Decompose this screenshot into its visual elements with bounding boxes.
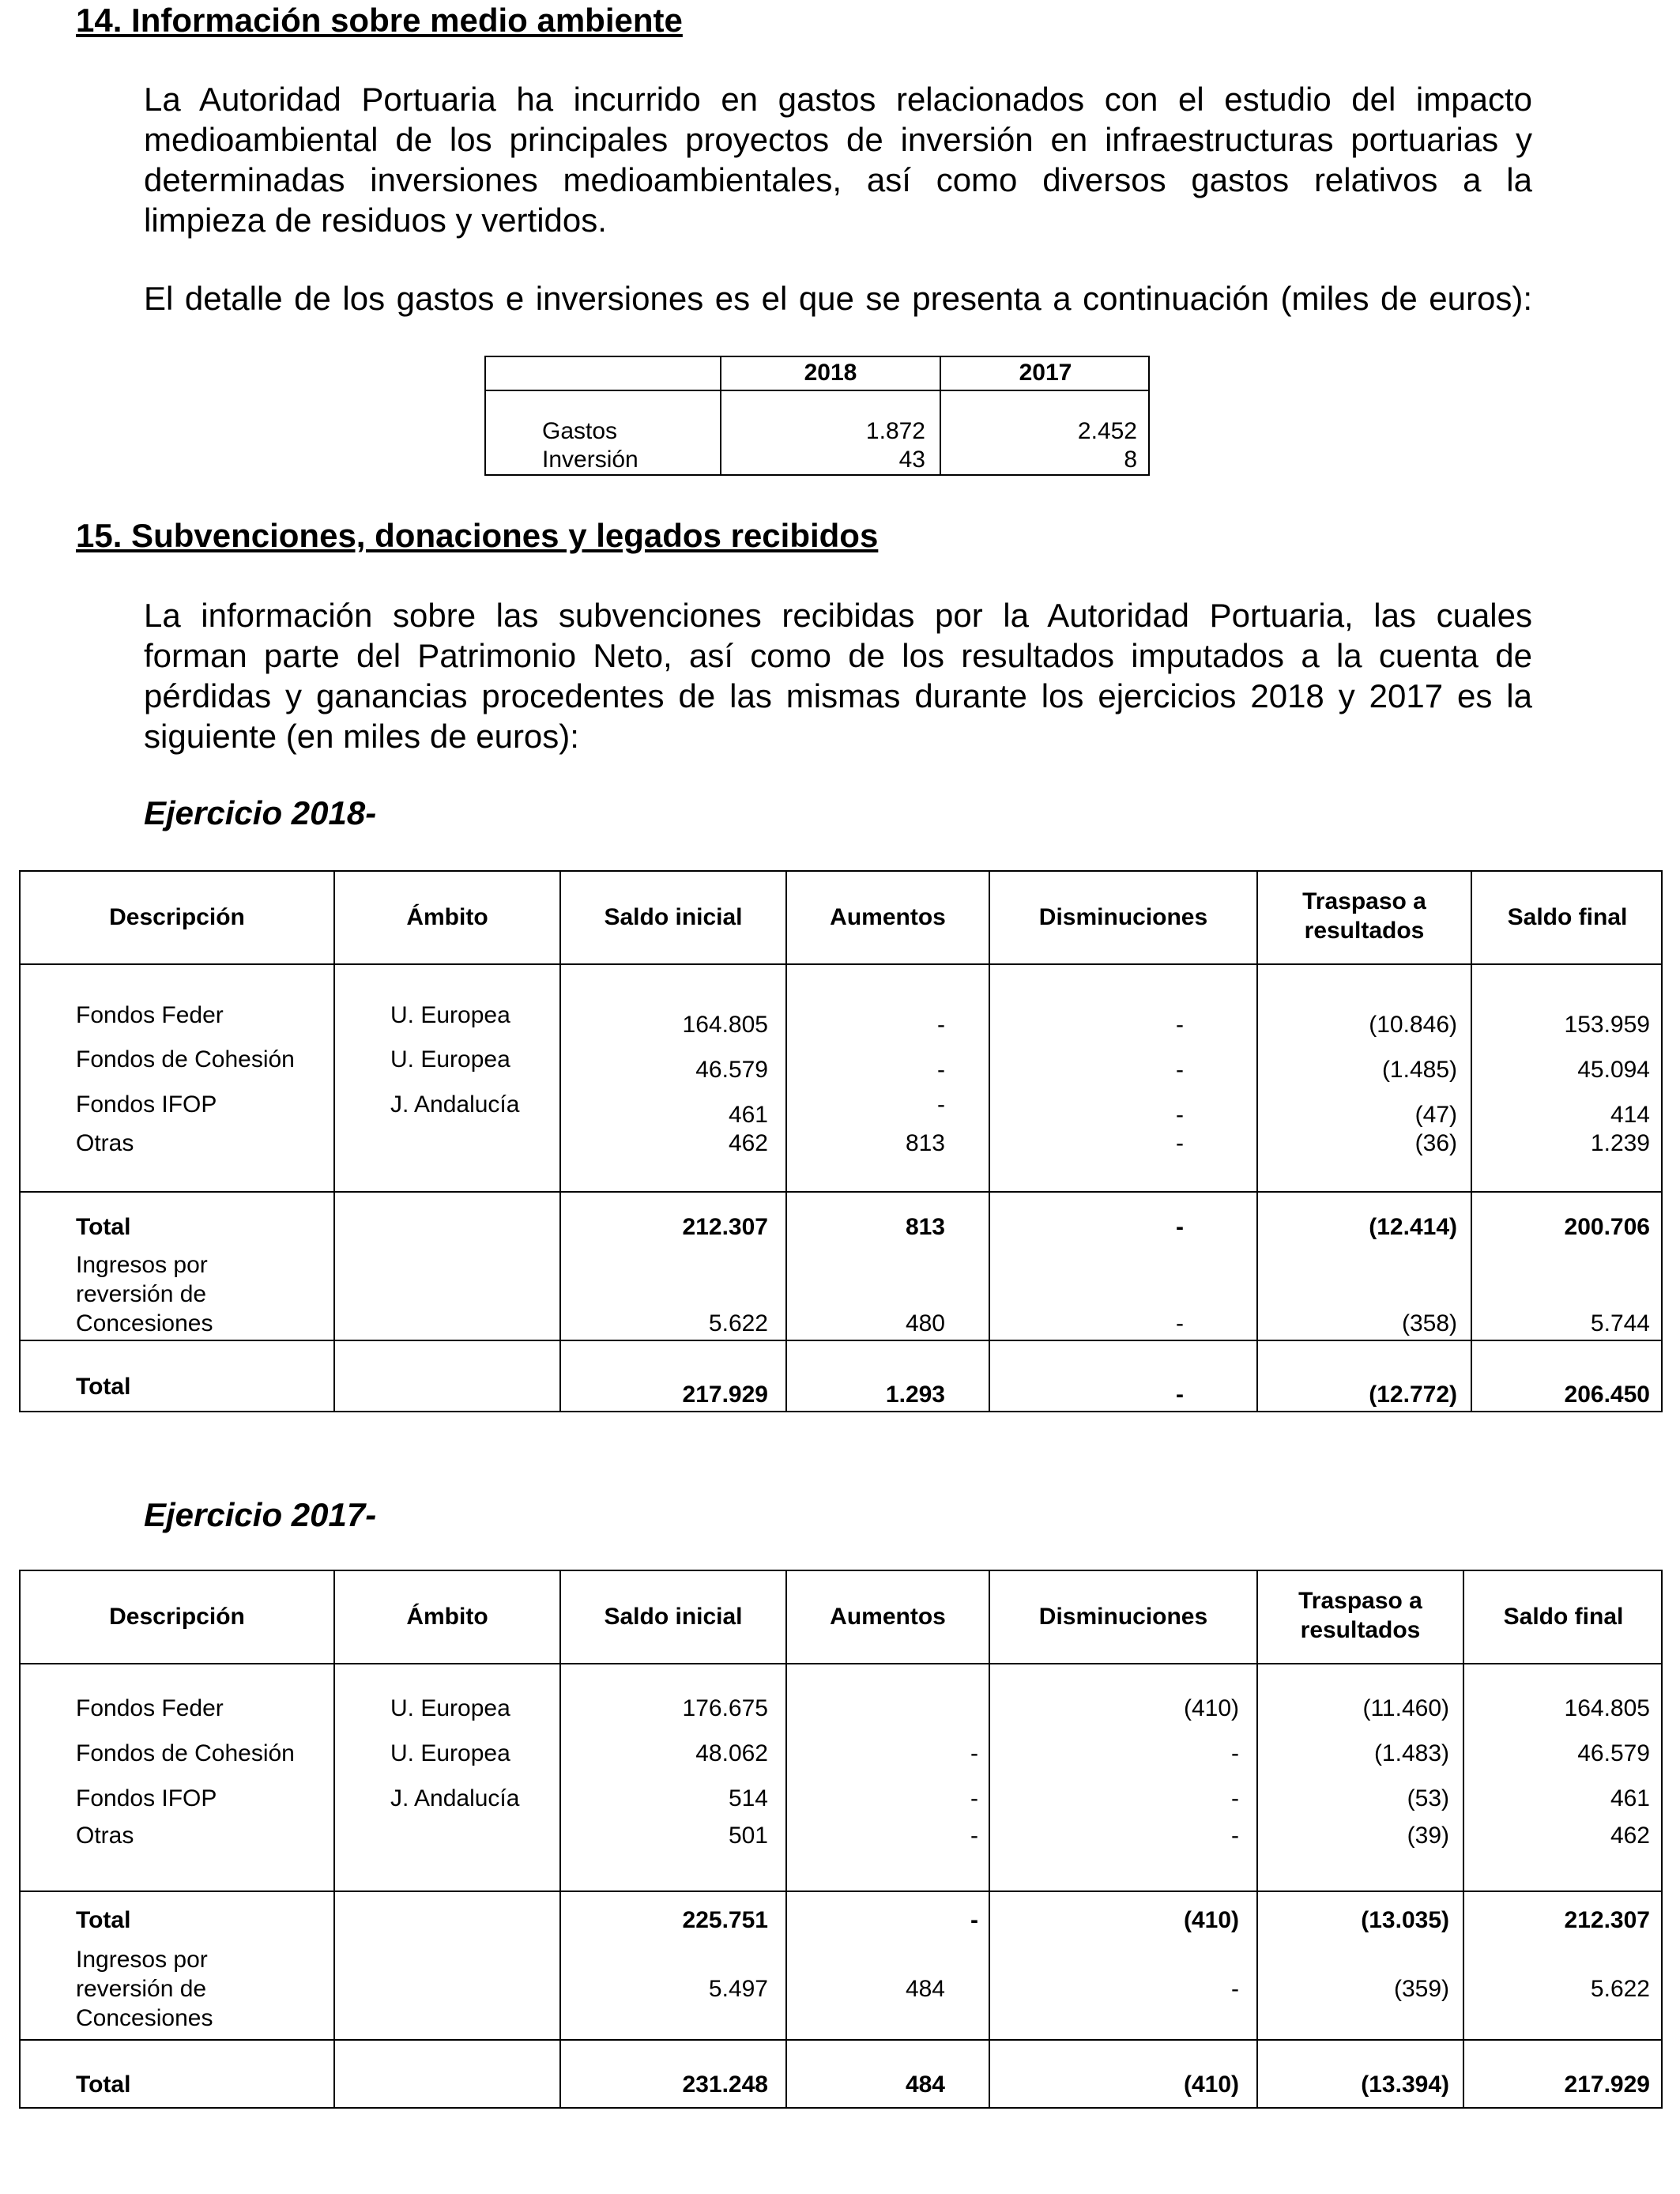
- row-descripcion: Fondos IFOP: [76, 1091, 217, 1118]
- total-saldo-final: 206.450: [1564, 1382, 1650, 1408]
- total-traspaso: (13.394): [1361, 2071, 1449, 2098]
- header-aumentos: Aumentos: [830, 1604, 946, 1630]
- total-label: Total: [76, 1374, 131, 1400]
- header-saldo-final: Saldo final: [1507, 904, 1628, 930]
- total-saldo-final: 212.307: [1564, 1907, 1650, 1933]
- ingresos-label-line-1: Ingresos por: [76, 1947, 208, 1973]
- header-traspaso-line-1: Traspaso a: [1298, 1588, 1422, 1614]
- row-saldo-final: 46.579: [1577, 1740, 1650, 1766]
- total-saldo-final: 200.706: [1564, 1214, 1650, 1240]
- row-saldo-inicial: 164.805: [682, 1012, 768, 1038]
- row-traspaso: (11.460): [1362, 1695, 1449, 1721]
- ingresos-label-line-3: Concesiones: [76, 1310, 213, 1336]
- row-aumentos: -: [937, 1091, 945, 1118]
- section-15-title: 15. Subvenciones, donaciones y legados recibidos: [76, 517, 879, 554]
- row-aumentos: -: [970, 1823, 978, 1849]
- total-saldo-inicial: 231.248: [682, 2071, 768, 2098]
- total-traspaso: (12.414): [1369, 1214, 1457, 1240]
- environment-table: [484, 356, 1150, 476]
- header-saldo-final: Saldo final: [1503, 1604, 1624, 1630]
- total-traspaso: (12.772): [1369, 1382, 1457, 1408]
- environment-row-value: 1.872: [865, 418, 925, 444]
- row-ambito: U. Europea: [390, 1046, 510, 1072]
- row-saldo-final: 153.959: [1564, 1012, 1650, 1038]
- environment-row-value: 43: [898, 447, 925, 473]
- subvenciones-2017-table: [19, 1570, 1663, 2109]
- row-ambito: U. Europea: [390, 1695, 510, 1721]
- environment-row-label: Gastos: [542, 418, 618, 444]
- row-disminuciones: -: [1231, 1785, 1239, 1811]
- total-disminuciones: -: [1176, 1214, 1184, 1240]
- header-saldo-inicial: Saldo inicial: [604, 1604, 743, 1630]
- total-aumentos: 484: [905, 2071, 945, 2098]
- row-aumentos: -: [937, 1057, 945, 1083]
- header-disminuciones: Disminuciones: [1038, 904, 1208, 930]
- environment-header-2017: 2017: [1019, 360, 1072, 386]
- total-label: Total: [76, 1907, 131, 1933]
- row-descripcion: Fondos de Cohesión: [76, 1046, 295, 1072]
- row-aumentos: -: [970, 1785, 978, 1811]
- total-disminuciones: (410): [1183, 1907, 1239, 1933]
- section-14-paragraph-line-4: limpieza de residuos y vertidos.: [144, 202, 607, 239]
- row-saldo-inicial: 461: [728, 1102, 768, 1128]
- row-traspaso: (1.483): [1373, 1740, 1449, 1766]
- row-ambito: U. Europea: [390, 1740, 510, 1766]
- row-traspaso: (10.846): [1369, 1012, 1457, 1038]
- total-disminuciones: (410): [1183, 2071, 1239, 2098]
- row-disminuciones: -: [1231, 1740, 1239, 1766]
- total-saldo-inicial: 217.929: [682, 1382, 768, 1408]
- ejercicio-2018-title: Ejercicio 2018-: [144, 794, 377, 831]
- ingresos-saldo-inicial: 5.622: [708, 1310, 768, 1336]
- section-14-paragraph-line-2: medioambiental de los principales proyectos de inversión en infraestructuras portuarias y: [144, 121, 1532, 158]
- row-disminuciones: -: [1176, 1102, 1184, 1128]
- header-ambito: Ámbito: [406, 1604, 488, 1630]
- row-descripcion: Fondos de Cohesión: [76, 1740, 295, 1766]
- row-saldo-final: 1.239: [1590, 1130, 1650, 1156]
- ingresos-label-line-1: Ingresos por: [76, 1252, 208, 1278]
- total-disminuciones: -: [1176, 1382, 1184, 1408]
- row-descripcion: Fondos Feder: [76, 1695, 224, 1721]
- row-saldo-final: 462: [1610, 1823, 1650, 1849]
- row-saldo-final: 164.805: [1564, 1695, 1650, 1721]
- header-traspaso-line-1: Traspaso a: [1302, 888, 1426, 914]
- ejercicio-2017-title: Ejercicio 2017-: [144, 1496, 377, 1533]
- row-ambito: J. Andalucía: [390, 1091, 520, 1118]
- total-saldo-inicial: 212.307: [682, 1214, 768, 1240]
- row-disminuciones: -: [1176, 1057, 1184, 1083]
- section-14-paragraph-line-3: determinadas inversiones medioambientales, así como diversos gastos relativos a la: [144, 161, 1532, 198]
- row-aumentos: 813: [905, 1130, 945, 1156]
- row-saldo-inicial: 176.675: [682, 1695, 768, 1721]
- row-saldo-inicial: 462: [728, 1130, 768, 1156]
- section-15-paragraph-line-4: siguiente (en miles de euros):: [144, 718, 579, 755]
- section-14-paragraph-2: El detalle de los gastos e inversiones es el que se presenta a continuación (miles de euros):: [144, 280, 1532, 317]
- total-label: Total: [76, 1214, 131, 1240]
- row-disminuciones: (410): [1183, 1695, 1239, 1721]
- row-disminuciones: -: [1176, 1130, 1184, 1156]
- ingresos-aumentos: 480: [905, 1310, 945, 1336]
- row-descripcion: Otras: [76, 1130, 134, 1156]
- header-descripcion: Descripción: [109, 1604, 245, 1630]
- header-ambito: Ámbito: [406, 904, 488, 930]
- total-aumentos: 813: [905, 1214, 945, 1240]
- ingresos-label-line-2: reversión de: [76, 1281, 207, 1307]
- header-descripcion: Descripción: [109, 904, 245, 930]
- row-descripcion: Fondos Feder: [76, 1002, 224, 1028]
- total-saldo-inicial: 225.751: [682, 1907, 768, 1933]
- ingresos-disminuciones: -: [1176, 1310, 1184, 1336]
- row-traspaso: (47): [1414, 1102, 1457, 1128]
- row-traspaso: (36): [1414, 1130, 1457, 1156]
- ingresos-traspaso: (358): [1401, 1310, 1457, 1336]
- ingresos-saldo-inicial: 5.497: [708, 1976, 768, 2002]
- environment-header-2018: 2018: [804, 360, 857, 386]
- row-saldo-inicial: 46.579: [695, 1057, 768, 1083]
- section-14-title: 14. Información sobre medio ambiente: [76, 2, 683, 39]
- header-aumentos: Aumentos: [830, 904, 946, 930]
- row-saldo-inicial: 514: [728, 1785, 768, 1811]
- row-saldo-final: 461: [1610, 1785, 1650, 1811]
- total-aumentos: -: [970, 1907, 978, 1933]
- row-descripcion: Fondos IFOP: [76, 1785, 217, 1811]
- section-14-paragraph-line-1: La Autoridad Portuaria ha incurrido en gastos relacionados con el estudio del impacto: [144, 81, 1532, 118]
- ingresos-disminuciones: -: [1231, 1976, 1239, 2002]
- row-descripcion: Otras: [76, 1823, 134, 1849]
- header-traspaso-line-2: resultados: [1300, 1617, 1421, 1643]
- row-saldo-inicial: 501: [728, 1823, 768, 1849]
- section-15-paragraph-line-3: pérdidas y ganancias procedentes de las mismas durante los ejercicios 2018 y 2017 es la: [144, 677, 1532, 714]
- row-ambito: U. Europea: [390, 1002, 510, 1028]
- row-aumentos: -: [937, 1012, 945, 1038]
- total-aumentos: 1.293: [885, 1382, 945, 1408]
- environment-row-value: 8: [1124, 447, 1137, 473]
- row-saldo-final: 414: [1610, 1102, 1650, 1128]
- environment-row-value: 2.452: [1077, 418, 1137, 444]
- total-label: Total: [76, 2071, 131, 2098]
- ingresos-label-line-3: Concesiones: [76, 2005, 213, 2031]
- ingresos-label-line-2: reversión de: [76, 1976, 207, 2002]
- ingresos-aumentos: 484: [905, 1976, 945, 2002]
- row-ambito: J. Andalucía: [390, 1785, 520, 1811]
- ingresos-traspaso: (359): [1393, 1976, 1449, 2002]
- row-disminuciones: -: [1231, 1823, 1239, 1849]
- total-saldo-final: 217.929: [1564, 2071, 1650, 2098]
- row-saldo-inicial: 48.062: [695, 1740, 768, 1766]
- ingresos-saldo-final: 5.622: [1590, 1976, 1650, 2002]
- header-saldo-inicial: Saldo inicial: [604, 904, 743, 930]
- section-15-paragraph-line-2: forman parte del Patrimonio Neto, así como de los resultados imputados a la cuenta de: [144, 637, 1532, 674]
- row-traspaso: (53): [1407, 1785, 1449, 1811]
- subvenciones-2018-table: [19, 870, 1663, 1412]
- header-disminuciones: Disminuciones: [1038, 1604, 1208, 1630]
- total-traspaso: (13.035): [1361, 1907, 1449, 1933]
- row-saldo-final: 45.094: [1577, 1057, 1650, 1083]
- row-disminuciones: -: [1176, 1012, 1184, 1038]
- header-traspaso-line-2: resultados: [1304, 918, 1425, 944]
- row-traspaso: (39): [1407, 1823, 1449, 1849]
- row-aumentos: -: [970, 1740, 978, 1766]
- ingresos-saldo-final: 5.744: [1590, 1310, 1650, 1336]
- section-15-paragraph-line-1: La información sobre las subvenciones recibidas por la Autoridad Portuaria, las cuales: [144, 597, 1532, 634]
- environment-row-label: Inversión: [542, 447, 638, 473]
- row-traspaso: (1.485): [1381, 1057, 1457, 1083]
